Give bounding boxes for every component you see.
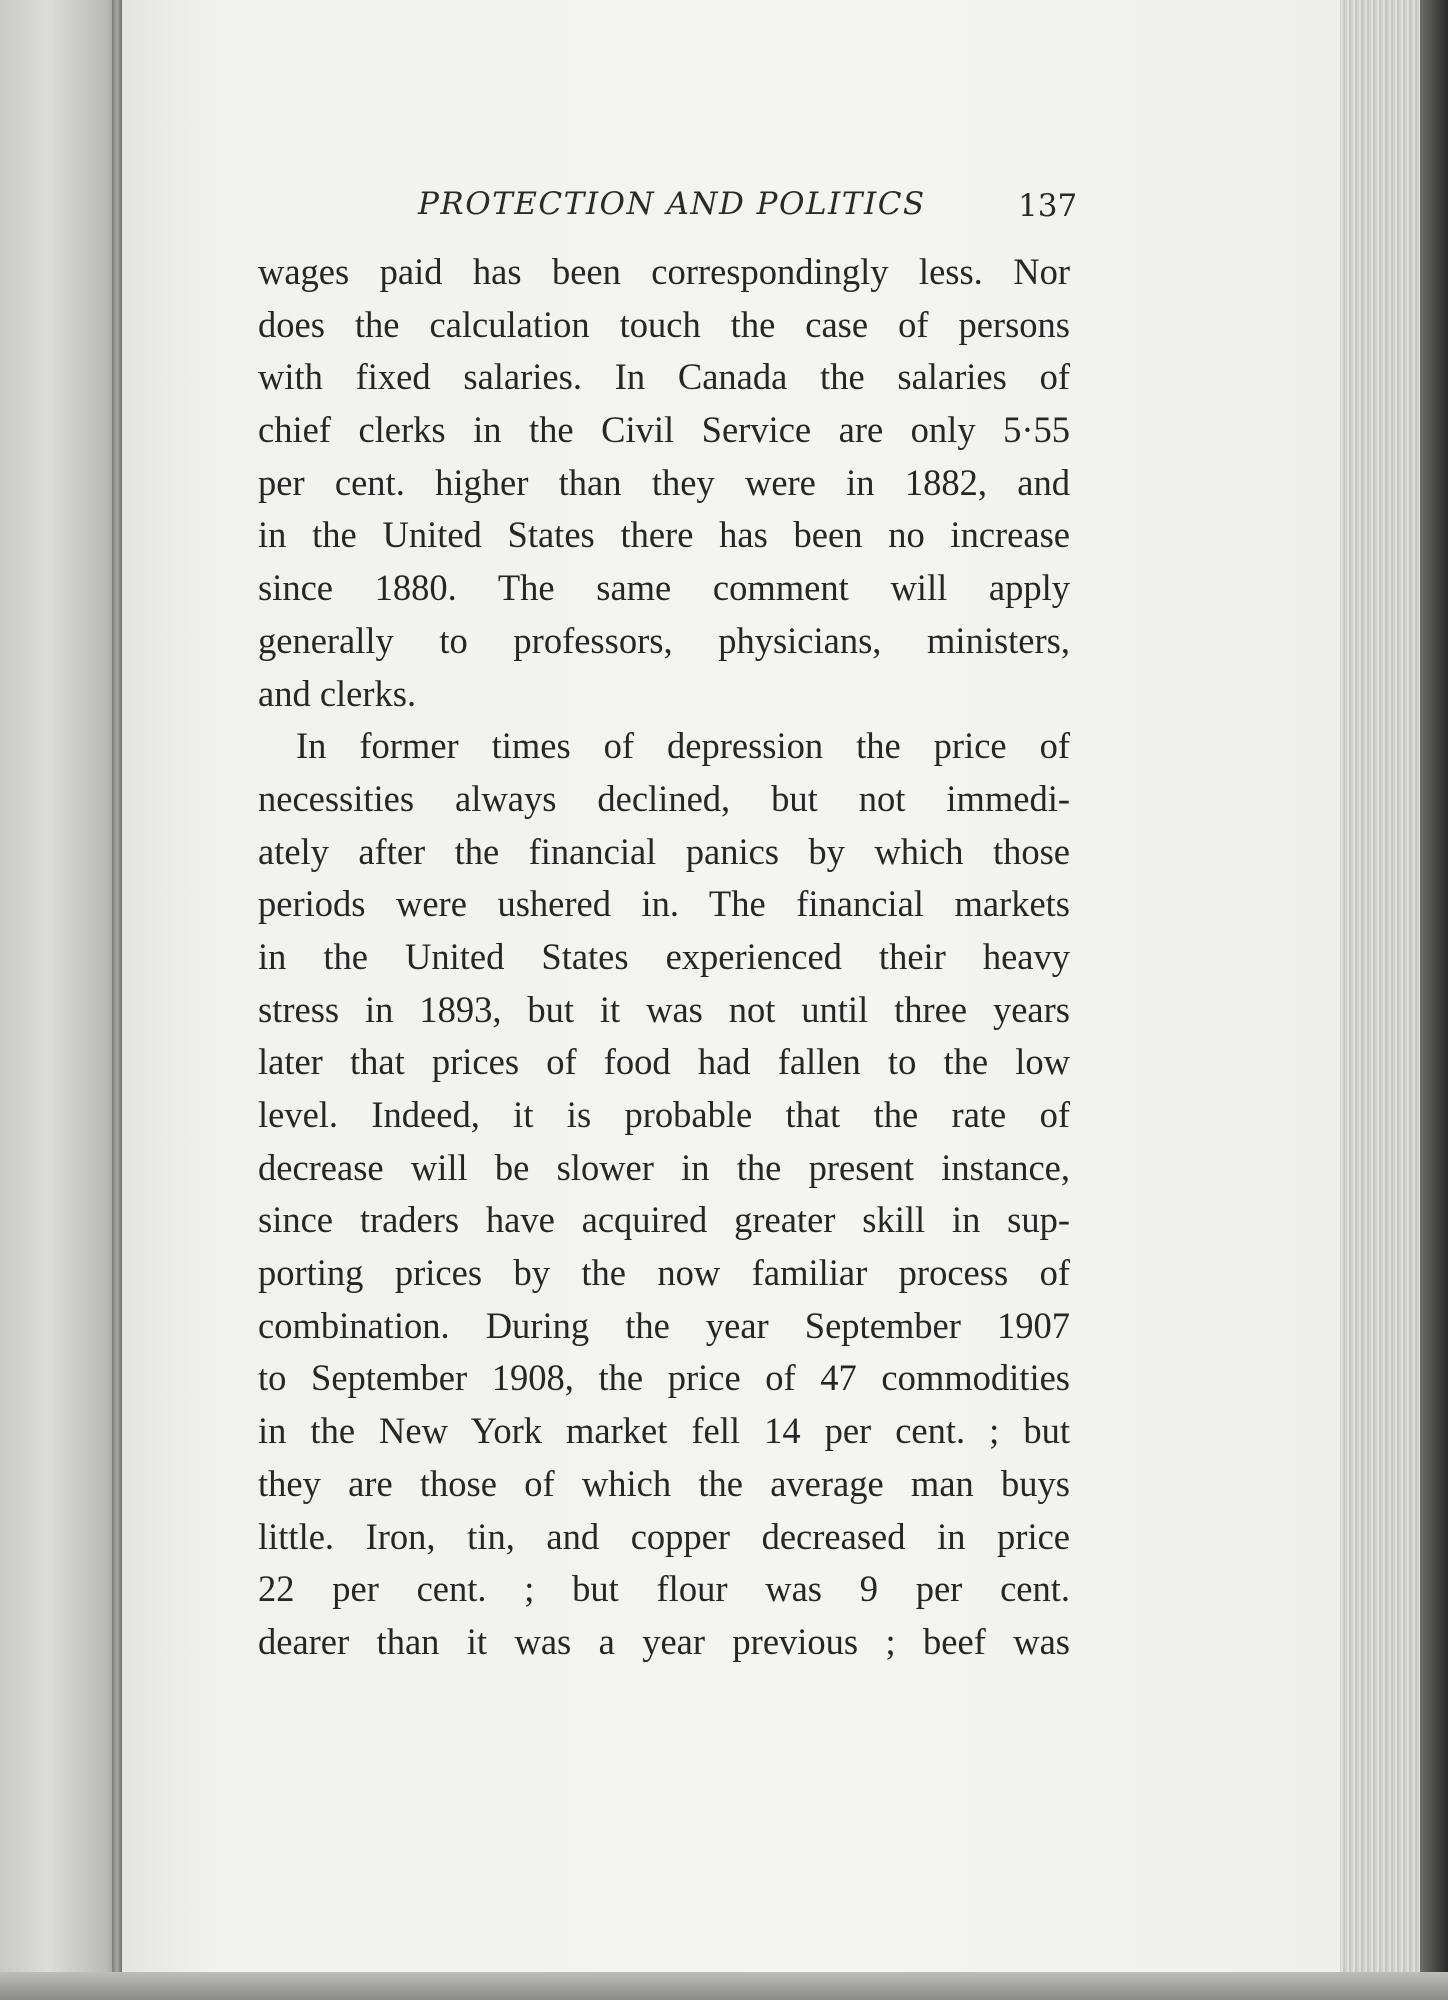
text-line: and clerks. [258, 672, 417, 714]
text-line: 22 per cent. ; but flour was 9 per cent. [258, 1568, 1070, 1610]
page-number: 137 [1018, 188, 1078, 224]
text-line: later that prices of food had fallen to the low [258, 1041, 1070, 1083]
text-line: stress in 1893, but it was not until three years [258, 988, 1070, 1030]
text-line: per cent. higher than they were in 1882, and [258, 461, 1070, 503]
text-line: combination. During the year September 1907 [258, 1304, 1070, 1346]
book-gutter [112, 0, 122, 2000]
text-line: little. Iron, tin, and copper decreased in price [258, 1515, 1070, 1557]
text-line: in the New York market fell 14 per cent. ; but [258, 1410, 1070, 1452]
text-line: since traders have acquired greater skill in sup- [258, 1199, 1070, 1241]
text-line: dearer than it was a year previous ; beef was [258, 1620, 1070, 1662]
text-line: ately after the financial panics by which those [258, 830, 1070, 872]
book-cover-edge [1420, 0, 1448, 2000]
body-text [258, 246, 1070, 1669]
text-line: In former times of depression the price of [296, 725, 1070, 767]
bottom-edge [0, 1972, 1448, 2000]
text-line: in the United States experienced their heavy [258, 935, 1070, 977]
text-line: porting prices by the now familiar process of [258, 1252, 1070, 1294]
text-line: necessities always declined, but not immedi- [258, 777, 1070, 819]
running-head: PROTECTION AND POLITICS [418, 186, 926, 222]
text-line: chief clerks in the Civil Service are only 5·55 [258, 409, 1070, 451]
text-line: to September 1908, the price of 47 commodities [258, 1357, 1070, 1399]
text-line: generally to professors, physicians, ministers, [258, 619, 1070, 661]
text-line: level. Indeed, it is probable that the rate of [258, 1094, 1070, 1135]
text-line: they are those of which the average man buys [258, 1462, 1070, 1504]
left-page-margin [0, 0, 125, 2000]
text-line: in the United States there has been no increase [258, 514, 1070, 556]
text-line: does the calculation touch the case of persons [258, 303, 1070, 345]
text-line: with fixed salaries. In Canada the salaries of [258, 356, 1070, 398]
text-line: periods were ushered in. The financial markets [258, 883, 1070, 925]
text-line: decrease will be slower in the present instance, [258, 1146, 1070, 1188]
text-line: wages paid has been correspondingly less. Nor [258, 251, 1070, 292]
text-line: since 1880. The same comment will apply [258, 567, 1070, 609]
